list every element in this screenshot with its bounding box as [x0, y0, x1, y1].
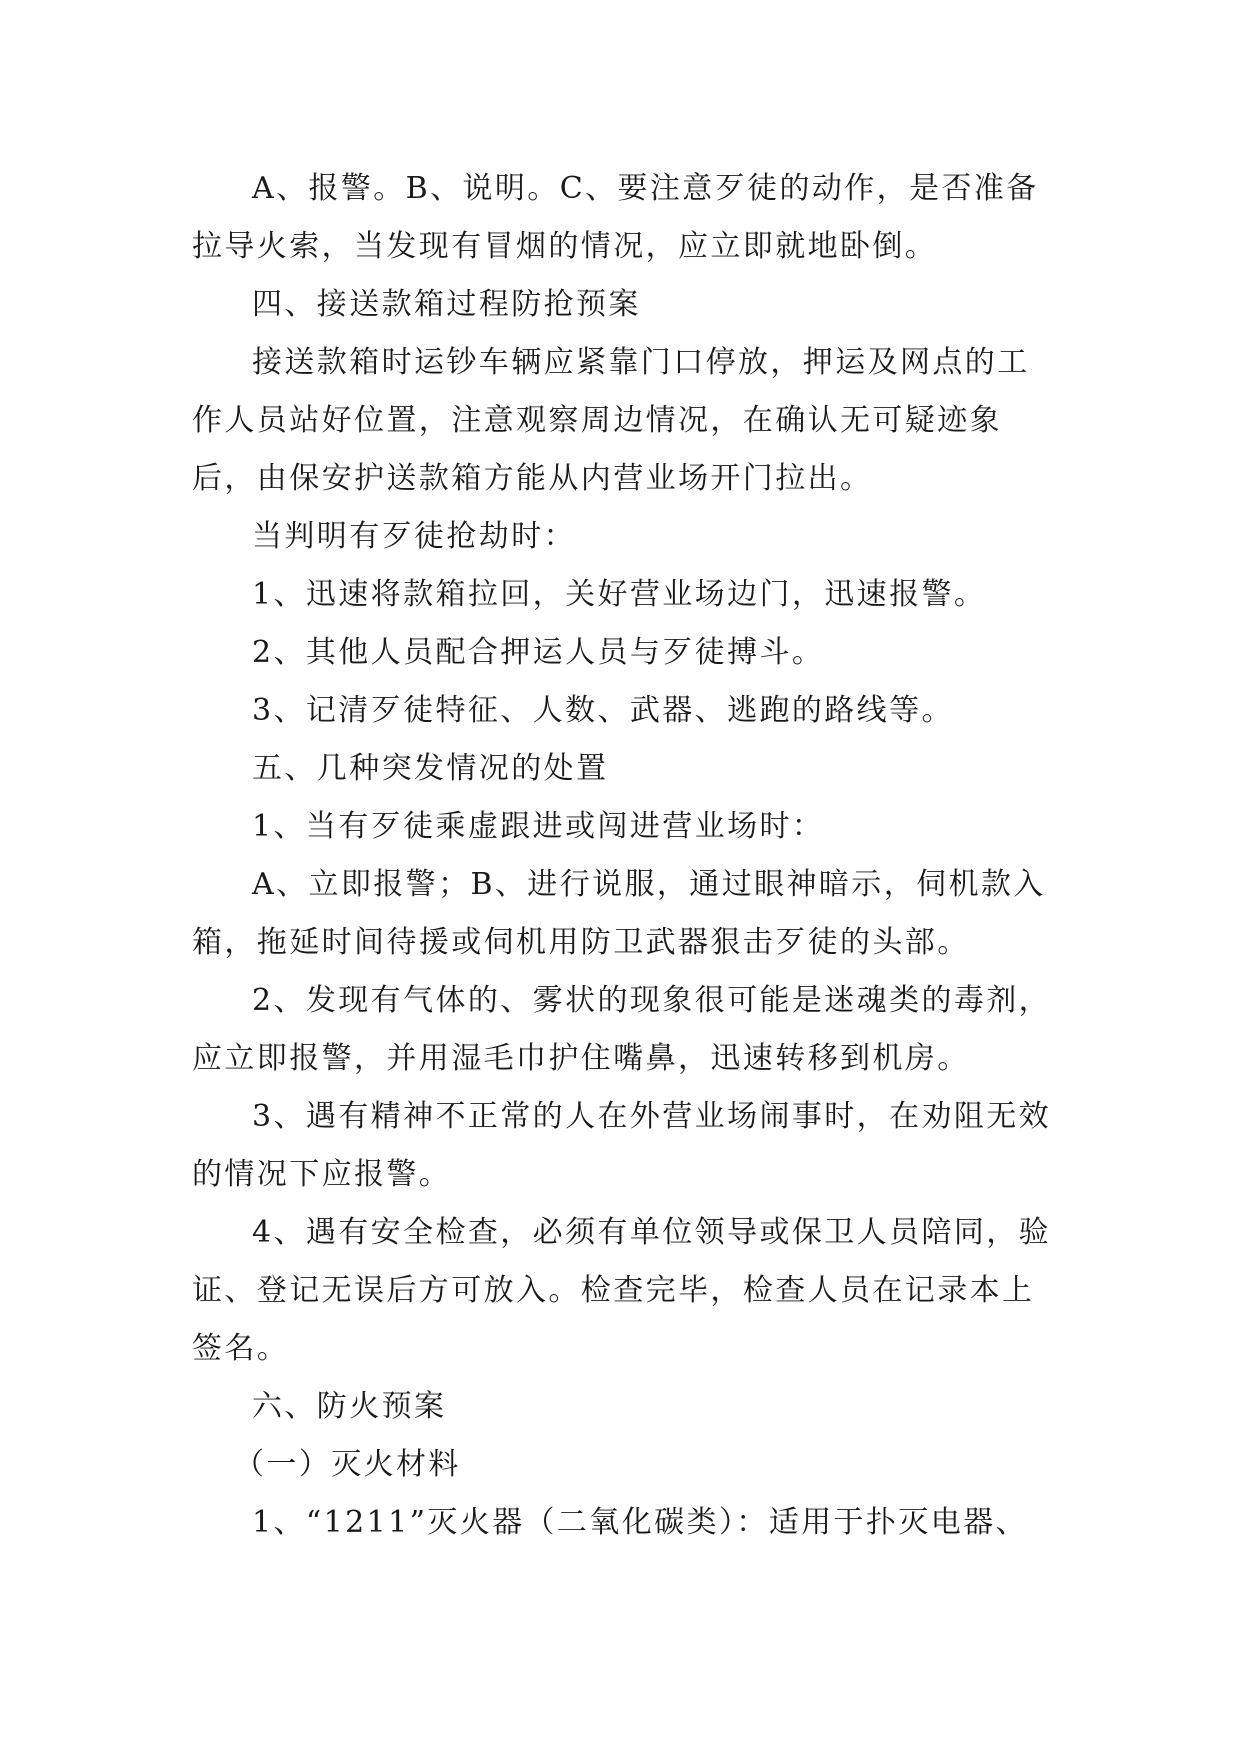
section-heading: 六、防火预案: [252, 1389, 447, 1424]
paragraph: 接送款箱时运钞车辆应紧靠门口停放，押运及网点的工作人员站好位置，注意观察周边情况，在确认无可疑迹象后，由保安护送款箱方能从内营业场开门拉出。: [192, 345, 1030, 496]
section-heading: 五、几种突发情况的处置: [252, 751, 609, 786]
list-item: 2、发现有气体的、雾状的现象很可能是迷魂类的毒剂，应立即报警，并用湿毛巾护住嘴鼻，迅速转移到机房。: [192, 983, 1052, 1076]
list-item: 1、当有歹徒乘虚跟进或闯进营业场时：: [252, 809, 825, 844]
document-body: [192, 160, 1052, 1552]
list-item: 3、遇有精神不正常的人在外营业场闹事时，在劝阻无效的情况下应报警。: [192, 1099, 1052, 1192]
paragraph: 当判明有歹徒抢劫时：: [252, 519, 576, 554]
list-item: 1、迅速将款箱拉回，关好营业场边门，迅速报警。: [252, 577, 987, 612]
list-item: 1、“1211”灭火器（二氧化碳类）：适用于扑灭电器、: [252, 1505, 1028, 1540]
section-heading: 四、接送款箱过程防抢预案: [252, 287, 641, 322]
subsection-heading: （一）灭火材料: [234, 1447, 461, 1482]
list-item: 4、遇有安全检查，必须有单位领导或保卫人员陪同，验证、登记无误后方可放入。检查完毕，检查人员在记录本上签名。: [192, 1215, 1052, 1366]
paragraph: A、立即报警；B、进行说服，通过眼神暗示，伺机款入箱，拖延时间待援或伺机用防卫武器狠击歹徒的头部。: [192, 867, 1046, 960]
list-item: 2、其他人员配合押运人员与歹徒搏斗。: [252, 635, 825, 670]
paragraph: A、报警。B、说明。C、要注意歹徒的动作，是否准备拉导火索，当发现有冒烟的情况，应立即就地卧倒。: [192, 171, 1039, 264]
list-item: 3、记清歹徒特征、人数、武器、逃跑的路线等。: [252, 693, 954, 728]
